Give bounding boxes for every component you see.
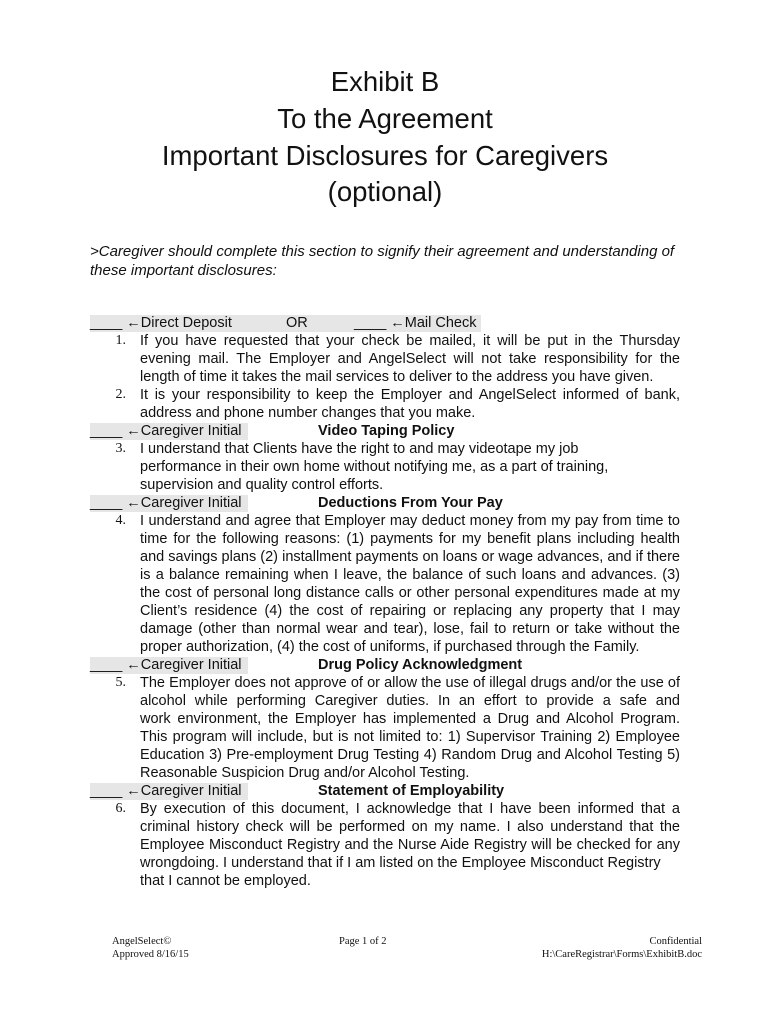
item-3-line: performance in their own home without notifying me, as a part of training, (140, 459, 609, 475)
item-number: 1. (115, 333, 126, 348)
footer-page-number: Page 1 of 2 (339, 936, 387, 947)
item-4-line: damage (other than normal wear and tear), lose, fail to return or take without the (140, 621, 680, 637)
item-5-line: The Employer does not approve of or allow the use of illegal drugs and/or the use of (140, 675, 680, 691)
disclosures-title: Important Disclosures for Caregivers (161, 140, 609, 171)
footer-confidential: Confidential (649, 936, 702, 947)
item-6-line: wrongdoing. I understand that if I am listed on the Employee Misconduct Registry (140, 855, 661, 871)
footer-company: AngelSelect© (112, 936, 172, 947)
item-3-line: I understand that Clients have the right to and may videotape my job (140, 441, 579, 457)
footer-file-path: H:\CareRegistrar\Forms\ExhibitB.doc (541, 949, 702, 960)
deductions-heading: Deductions From Your Pay (318, 495, 503, 511)
footer-approved-date: Approved 8/16/15 (112, 949, 189, 960)
item-4-line: Client’s residence (4) the cost of repairing or replacing any property that I may (140, 603, 680, 619)
item-4-line: I understand and agree that Employer may deduct money from my pay from time to (140, 513, 680, 529)
item-number: 2. (115, 387, 126, 402)
item-5-line: This program will include, but is not limited to: 1) Supervisor Training 2) Employee (140, 729, 680, 745)
caregiver-initial-field[interactable]: ____ ←Caregiver Initial (90, 657, 242, 673)
item-number: 6. (115, 801, 126, 816)
item-5-line: alcohol while performing Caregiver duties. In an effort to provide a safe and (140, 693, 680, 709)
item-4-line: proper authorization, (4) the cost of uniforms, if purchased through the Family. (140, 639, 640, 655)
caregiver-initial-field[interactable]: ____ ←Caregiver Initial (90, 495, 242, 511)
item-1-line: If you have requested that your check be mailed, it will be put in the Thursday (140, 333, 680, 349)
caregiver-initial-field[interactable]: ____ ←Caregiver Initial (90, 423, 242, 439)
item-6-line: Employee Misconduct Registry and the Nurse Aide Registry will be checked for any (140, 837, 680, 853)
caregiver-initial-field[interactable]: ____ ←Caregiver Initial (90, 783, 242, 799)
item-1-line: length of time it takes the mail services to deliver to the address you have given. (140, 369, 654, 385)
item-6-line: that I cannot be employed. (140, 873, 311, 889)
item-6-line: By execution of this document, I acknowledge that I have been informed that a (140, 801, 680, 817)
item-2-line: address and phone number changes that you make. (140, 405, 476, 421)
direct-deposit-option[interactable]: ____ ←Direct Deposit (90, 315, 232, 331)
employability-heading: Statement of Employability (318, 783, 505, 799)
item-4-line: and savings plans (2) installment payments on loans or wage advances, and if there (140, 549, 680, 565)
item-3-line: supervision and quality control efforts. (140, 477, 384, 493)
item-4-line: is a balance remaining when I leave, the balance of such loans and advances. (3) (140, 567, 680, 583)
drug-policy-heading: Drug Policy Acknowledgment (318, 657, 523, 673)
item-number: 4. (115, 513, 126, 528)
video-taping-heading: Video Taping Policy (318, 423, 455, 439)
item-5-line: Education 3) Pre-employment Drug Testing 4) Random Drug and Alcohol Testing 5) (140, 747, 680, 763)
optional-label: (optional) (327, 176, 443, 207)
item-number: 3. (115, 441, 126, 456)
intro-line-1: >Caregiver should complete this section to signify their agreement and understanding of (90, 243, 675, 260)
intro-line-2: these important disclosures: (90, 262, 277, 279)
item-number: 5. (115, 675, 126, 690)
item-5-line: work environment, the Employer has implemented a Drug and Alcohol Program. (140, 711, 680, 727)
or-label: OR (286, 315, 308, 331)
item-4-line: the cost of personal long distance calls or other personal expenditures made at my (140, 585, 680, 601)
exhibit-title: Exhibit B (330, 66, 440, 97)
mail-check-option[interactable]: ____ ←Mail Check (354, 315, 477, 331)
item-6-line: criminal history check will be performed on my name. I also understand that the (140, 819, 680, 835)
item-1-line: evening mail. The Employer and AngelSelect will not take responsibility for the (140, 351, 680, 367)
item-2-line: It is your responsibility to keep the Employer and AngelSelect informed of bank, (140, 387, 680, 403)
item-4-line: time for the following reasons: (1) payments for my benefit plans including health (140, 531, 680, 547)
item-5-line: Reasonable Suspicion Drug and/or Alcohol Testing. (140, 765, 470, 781)
agreement-subtitle: To the Agreement (277, 103, 493, 134)
